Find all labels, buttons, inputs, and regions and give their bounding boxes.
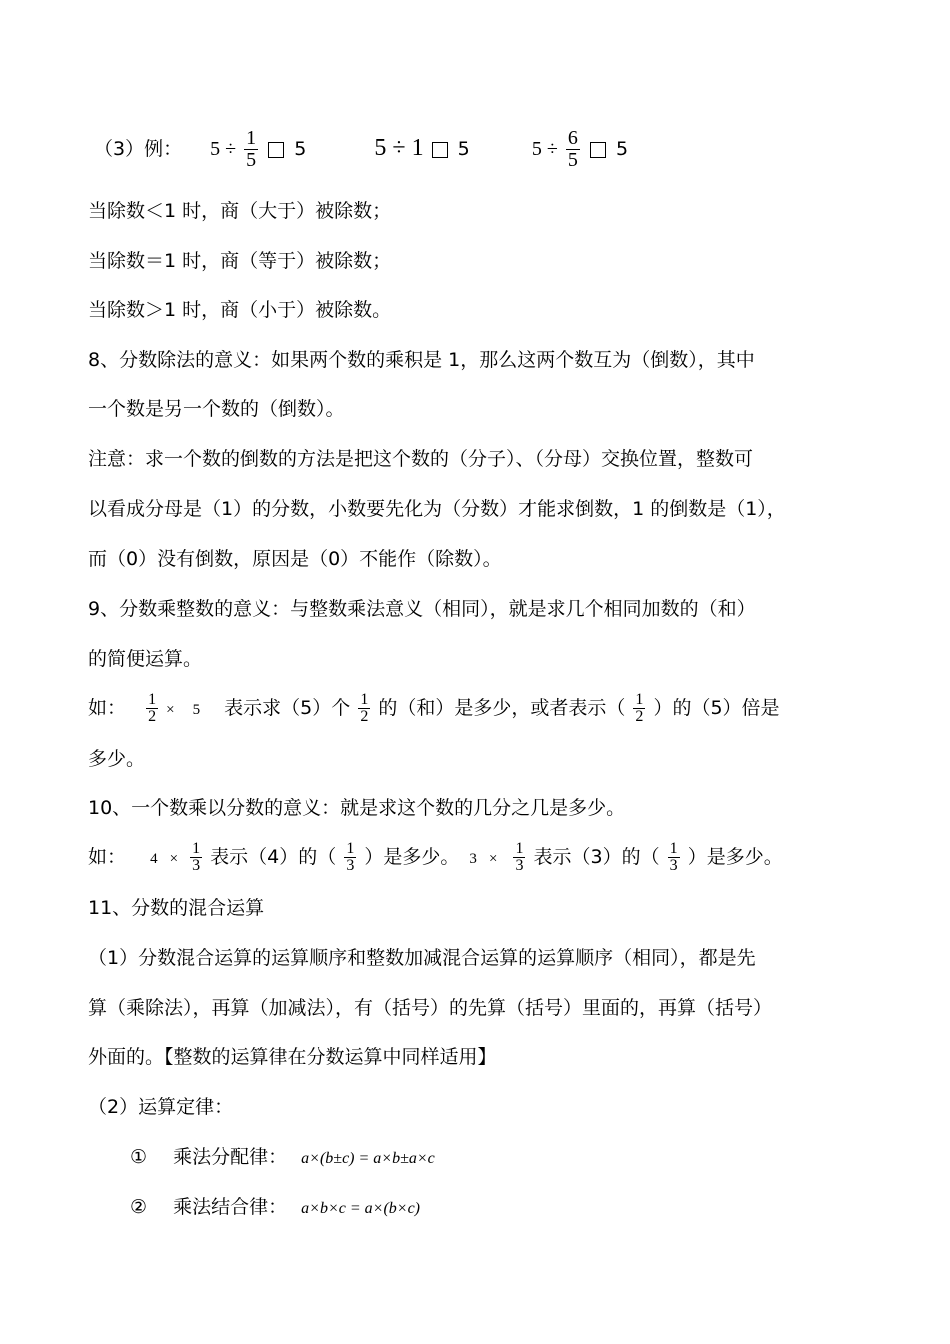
integer-operand: 4: [150, 851, 158, 867]
fraction-denominator: 5: [246, 149, 257, 171]
law-marker: ②: [130, 1196, 148, 1218]
integer-operand: 3: [469, 851, 477, 867]
example-3-line: [94, 128, 628, 171]
fraction-six-fifths: [566, 128, 580, 171]
note-line-1: 注意：求一个数的倒数的方法是把这个数的（分子）、（分母）交换位置，整数可: [88, 448, 754, 470]
law-name: 乘法结合律：: [173, 1196, 288, 1218]
example-b-text-1: 表示（3）的（: [533, 846, 660, 868]
section-10-line-1: 10、一个数乘以分数的意义：就是求这个数的几分之几是多少。: [88, 797, 626, 819]
comparison-blank-box: [590, 142, 606, 158]
example-a-text-2: ）是多少。: [364, 846, 460, 868]
law-marker: ①: [130, 1146, 148, 1168]
example-text-2: 的（和）是多少，或者表示（: [378, 697, 626, 719]
integer-operand: 5: [192, 702, 201, 718]
times-sign: ×: [488, 851, 498, 867]
example-label: 如：: [88, 697, 127, 719]
section-9-line-1: 9、分数乘整数的意义：与整数乘法意义（相同），就是求几个相同加数的（和）: [88, 598, 756, 620]
rule-less-than-one: 当除数＜1 时，商（大于）被除数；: [88, 200, 392, 222]
fraction-denominator: 5: [567, 149, 578, 171]
fraction-numerator: 1: [515, 840, 524, 857]
fraction-one-half: [358, 692, 370, 725]
example-3-label: （3）例：: [94, 138, 183, 160]
fraction-numerator: 1: [346, 840, 355, 857]
example-b-text-2: ）是多少。: [687, 846, 783, 868]
expr-a-rhs: 5: [294, 138, 307, 160]
fraction-denominator: 3: [192, 857, 201, 874]
section-11-para-1-line-3: 外面的。【整数的运算律在分数运算中同样适用】: [88, 1046, 497, 1068]
expr-c-lhs: 5 ÷: [531, 138, 558, 160]
fraction-denominator: 3: [669, 857, 678, 874]
law-associative: [130, 1194, 420, 1222]
section-9-example: [88, 686, 780, 732]
section-9-line-4: 多少。: [88, 748, 146, 770]
fraction-denominator: 2: [360, 708, 369, 725]
section-8-line-1: 8、分数除法的意义：如果两个数的乘积是 1，那么这两个数互为（倒数），其中: [88, 349, 755, 371]
expr-a-lhs: 5 ÷: [210, 138, 237, 160]
section-11-para-1-line-1: （1）分数混合运算的运算顺序和整数加减混合运算的运算顺序（相同），都是先: [88, 947, 756, 969]
fraction-one-half: [633, 692, 645, 725]
section-8-line-2: 一个数是另一个数的（倒数）。: [88, 398, 345, 420]
law-formula: a×(b±c) = a×b±a×c: [301, 1150, 435, 1167]
section-11-para-2: （2）运算定律：: [88, 1096, 234, 1118]
expr-b-rhs: 5: [457, 138, 470, 160]
comparison-blank-box: [432, 142, 448, 158]
section-11-title: 11、分数的混合运算: [88, 897, 265, 919]
fraction-denominator: 2: [635, 708, 644, 725]
rule-greater-than-one: 当除数＞1 时，商（小于）被除数。: [88, 299, 392, 321]
section-11-para-1-line-2: 算（乘除法），再算（加减法），有（括号）的先算（括号）里面的，再算（括号）: [88, 997, 773, 1019]
rule-equal-one: 当除数＝1 时，商（等于）被除数；: [88, 250, 392, 272]
fraction-numerator: 1: [360, 691, 369, 708]
law-distributive: [130, 1144, 435, 1172]
example-a-text-1: 表示（4）的（: [210, 846, 337, 868]
fraction-one-fifth: [244, 128, 258, 171]
fraction-numerator: 6: [567, 127, 578, 149]
comparison-blank-box: [268, 142, 284, 158]
fraction-denominator: 3: [346, 857, 355, 874]
fraction-numerator: 1: [148, 691, 157, 708]
fraction-numerator: 1: [192, 840, 201, 857]
fraction-one-third: [190, 841, 202, 874]
note-line-2: 以看成分母是（1）的分数，小数要先化为（分数）才能求倒数，1 的倒数是（1），: [88, 498, 786, 520]
expr-b-lhs: 5 ÷ 1: [374, 135, 424, 161]
note-line-3: 而（0）没有倒数，原因是（0）不能作（除数）。: [88, 548, 502, 570]
law-name: 乘法分配律：: [173, 1146, 288, 1168]
section-9-line-2: 的简便运算。: [88, 648, 203, 670]
fraction-numerator: 1: [669, 840, 678, 857]
fraction-denominator: 3: [515, 857, 524, 874]
fraction-numerator: 1: [246, 127, 257, 149]
fraction-one-half: [146, 692, 158, 725]
expr-c-rhs: 5: [615, 138, 629, 160]
fraction-one-third: [513, 841, 525, 874]
times-sign: ×: [166, 702, 175, 718]
law-formula: a×b×c = a×(b×c): [301, 1200, 420, 1217]
example-text-1: 表示求（5）个: [224, 697, 351, 719]
section-10-example: [88, 835, 783, 881]
fraction-one-third: [344, 841, 356, 874]
example-label: 如：: [88, 846, 127, 868]
fraction-denominator: 2: [148, 708, 157, 725]
fraction-numerator: 1: [635, 691, 644, 708]
fraction-one-third: [668, 841, 680, 874]
times-sign: ×: [169, 851, 179, 867]
example-text-3: ）的（5）倍是: [653, 697, 780, 719]
